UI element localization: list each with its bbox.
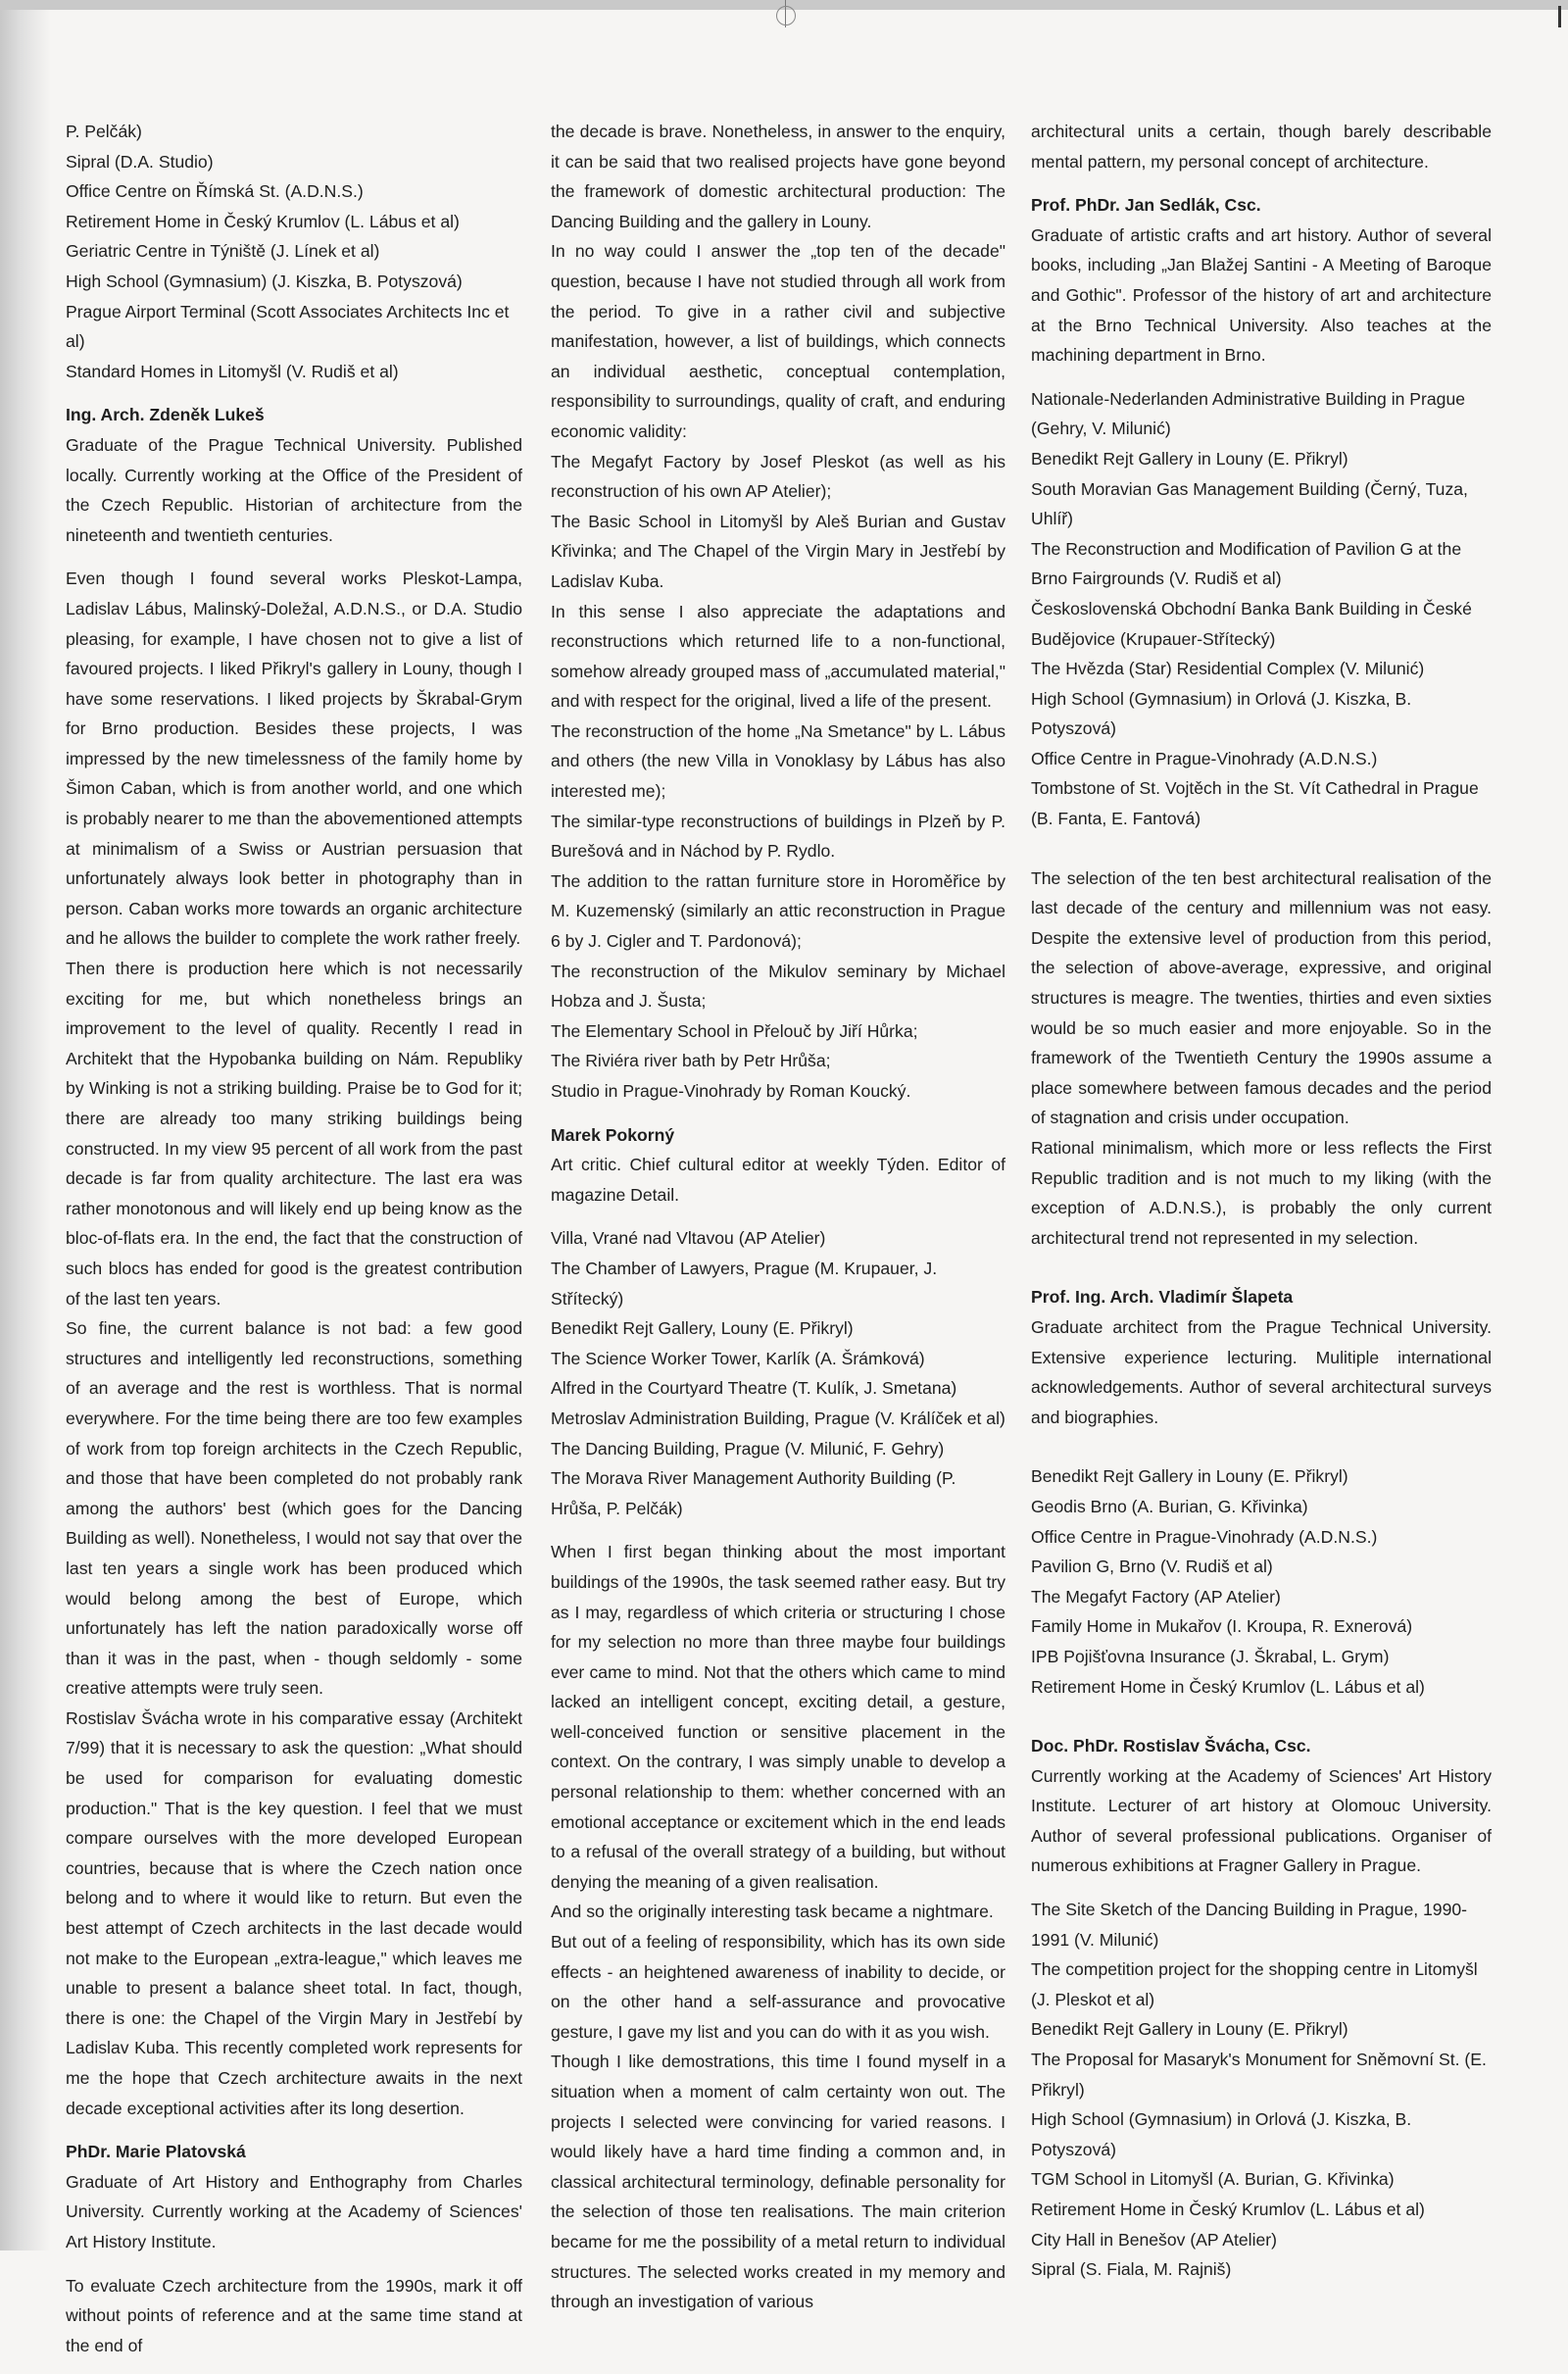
list-item: The Science Worker Tower, Karlík (A. Šrámková) bbox=[551, 1348, 925, 1368]
column-middle bbox=[551, 117, 1005, 2317]
binding-shadow bbox=[0, 0, 51, 2250]
paragraph: Rational minimalism, which more or less reflects the First Republic tradition and is not much to my liking (with the exception of A.D.N.S.), is probably the only current architectural trend not represented in my selection. bbox=[1031, 1138, 1492, 1248]
paragraph: Rostislav Švácha wrote in his comparative essay (Architekt 7/99) that it is necessary to ask the question: „What should be used for comparison for evaluating domestic production." That is the key question. I feel that we must compare ourselves with the more developed European countries, because that is where the Czech nation once belong and to where it would like to return. But even the best attempt of Czech architects in the last decade would not make to the European „extra-league," which leaves me unable to present a balance sheet total. In fact, though, there is one: the Chapel of the Virgin Mary in Jestřebí by Ladislav Kuba. This recently completed work represents for me the hope that Czech architecture awaits in the next decade exceptional activities after its long desertion. bbox=[66, 1707, 522, 2118]
list-item: Retirement Home in Český Krumlov (L. Lábus et al) bbox=[66, 211, 460, 231]
list-item: Tombstone of St. Vojtěch in the St. Vít Cathedral in Prague (B. Fanta, E. Fantová) bbox=[1031, 778, 1479, 829]
registration-mark bbox=[776, 6, 796, 25]
list-item: The Megafyt Factory (AP Atelier) bbox=[1031, 1586, 1281, 1607]
list-item: Alfred in the Courtyard Theatre (T. Kulík, J. Smetana) bbox=[551, 1378, 957, 1399]
list-item: Retirement Home in Český Krumlov (L. Lábus et al) bbox=[1031, 1676, 1425, 1697]
author-bio-platovska: Graduate of Art History and Enthography from Charles University. Currently working at the Academy of Sciences' Art History Institute. bbox=[66, 2171, 522, 2251]
paragraph: When I first began thinking about the most important buildings of the 1990s, the task seemed rather easy. But try as I may, regardless of which criteria or structuring I chose for my selection no more than three maybe four buildings ever came to mind. Not that the others which came to mind lacked an intelligent concept, exciting detail, a gesture, well-conceived function or sensitive placement in the context. On the contrary, I was simply unable to develop a personal relationship to them: whether concerned with an emotional acceptance or excitement which in the end leads to a refusal of the overall strategy of a building, but without denying the meaning of a given realisation. bbox=[551, 1542, 1005, 1892]
list-item: City Hall in Benešov (AP Atelier) bbox=[1031, 2229, 1277, 2250]
list-item: The competition project for the shopping centre in Litomyšl (J. Pleskot et al) bbox=[1031, 1959, 1478, 2009]
list-item: The Morava River Management Authority Building (P. Hrůša, P. Pelčák) bbox=[551, 1468, 956, 1518]
paragraph: Even though I found several works Pleskot-Lampa, Ladislav Lábus, Malinský-Doležal, A.D.N.S., or D.A. Studio pleasing, for example, I have chosen not to give a list of favoured projects. I liked Přikryl's gallery in Louny, though I have some reservations. I liked projects by Škrabal-Grym for Brno production. Besides these projects, I was impressed by the new timelessness of the family home by Šimon Caban, which is from another world, and one which is probably nearer to me than the abovementioned attempts at minimalism of a Swiss or Austrian persuasion that unfortunately always look better in photography than in person. Caban works more towards an organic architecture and he allows the builder to complete the work rather freely. bbox=[66, 569, 522, 949]
svacha-list bbox=[1031, 1895, 1492, 2285]
list-item: Standard Homes in Litomyšl (V. Rudiš et al) bbox=[66, 361, 399, 381]
list-item: TGM School in Litomyšl (A. Burian, G. Křivinka) bbox=[1031, 2169, 1395, 2190]
author-heading-platovska: PhDr. Marie Platovská bbox=[66, 2142, 246, 2162]
author-bio-svacha: Currently working at the Academy of Sciences' Art History Institute. Lecturer of art history at Olomouc University. Author of several professional publications. Organiser of numerous exhibitions at Fragner Gallery in Prague. bbox=[1031, 1765, 1492, 1876]
list-item: The Chamber of Lawyers, Prague (M. Krupauer, J. Střítecký) bbox=[551, 1258, 938, 1309]
author-bio-slapeta: Graduate architect from the Prague Technical University. Extensive experience lecturing. Mulitiple international acknowledgements. Author of several architectural surveys and biographies. bbox=[1031, 1316, 1492, 1427]
paragraph: Though I like demostrations, this time I found myself in a situation when a moment of calm certainty won out. The projects I selected were convincing for varied reasons. I would likely have a hard time finding a common and, in classical architectural terminology, definable personality for the selection of those ten realisations. The main criterion became for me the possibility of a metal return to individual structures. The selected works created in my memory and through an investigation of various bbox=[551, 2052, 1005, 2312]
author-bio-sedlak: Graduate of artistic crafts and art history. Author of several books, including „Jan Blažej Santini - A Meeting of Baroque and Gothic". Professor of the history of art and architecture at the Brno Technical University. Also teaches at the machining department in Brno. bbox=[1031, 224, 1492, 366]
list-item: Geodis Brno (A. Burian, G. Křivinka) bbox=[1031, 1496, 1308, 1516]
paragraph: In this sense I also appreciate the adaptations and reconstructions which returned life to a non-functional, somehow already grouped mass of „accumulated material," and with respect for the original, lived a life of the present. bbox=[551, 601, 1005, 712]
list-item: IPB Pojišťovna Insurance (J. Škrabal, L. Grym) bbox=[1031, 1646, 1390, 1666]
list-item: P. Pelčák) bbox=[66, 122, 142, 141]
list-item: Studio in Prague-Vinohrady by Roman Koucký. bbox=[551, 1081, 911, 1101]
paragraph: architectural units a certain, though barely describable mental pattern, my personal concept of architecture. bbox=[1031, 122, 1492, 172]
list-item: Villa, Vrané nad Vltavou (AP Atelier) bbox=[551, 1228, 826, 1249]
list-item: Nationale-Nederlanden Administrative Building in Prague (Gehry, V. Milunić) bbox=[1031, 388, 1466, 439]
list-item: Benedikt Rejt Gallery in Louny (E. Přikryl) bbox=[1031, 448, 1348, 469]
list-item: Benedikt Rejt Gallery in Louny (E. Přikryl) bbox=[1031, 2019, 1348, 2040]
list-item: Family Home in Mukařov (I. Kroupa, R. Exnerová) bbox=[1031, 1616, 1413, 1637]
list-item: The Reconstruction and Modification of Pavilion G at the Brno Fairgrounds (V. Rudiš et al) bbox=[1031, 538, 1462, 589]
list-item: The Site Sketch of the Dancing Building in Prague, 1990-1991 (V. Milunić) bbox=[1031, 1900, 1468, 1950]
list-item: Československá Obchodní Banka Bank Building in České Budějovice (Krupauer-Střítecký) bbox=[1031, 598, 1472, 649]
list-item: Metroslav Administration Building, Prague (V. Králíček et al) bbox=[551, 1408, 1005, 1428]
pokorny-list bbox=[551, 1223, 1005, 1523]
list-item: Benedikt Rejt Gallery in Louny (E. Přikryl) bbox=[1031, 1466, 1348, 1487]
paragraph: The addition to the rattan furniture store in Horoměřice by M. Kuzemenský (similarly an attic reconstruction in Prague 6 by J. Cigler and T. Pardonová); bbox=[551, 870, 1005, 952]
list-item: Geriatric Centre in Týniště (J. Línek et al) bbox=[66, 241, 380, 262]
paragraph: The reconstruction of the home „Na Smetance" by L. Lábus and others (the new Villa in Vonoklasy by Lábus has also interested me); bbox=[551, 720, 1005, 802]
edge-mark bbox=[1558, 6, 1561, 27]
list-item: The Riviéra river bath by Petr Hrůša; bbox=[551, 1051, 831, 1071]
slapeta-list bbox=[1031, 1461, 1492, 1702]
list-item: Retirement Home in Český Krumlov (L. Lábus et al) bbox=[1031, 2200, 1425, 2219]
list-item: High School (Gymnasium) (J. Kiszka, B. Potyszová) bbox=[66, 271, 463, 291]
author-heading-sedlak: Prof. PhDr. Jan Sedlák, Csc. bbox=[1031, 195, 1261, 216]
list-item: High School (Gymnasium) in Orlová (J. Kiszka, B. Potyszová) bbox=[1031, 2109, 1412, 2159]
list-item: The Elementary School in Přelouč by Jiří Hůrka; bbox=[551, 1020, 918, 1041]
list-item: Sipral (D.A. Studio) bbox=[66, 151, 214, 172]
paragraph: But out of a feeling of responsibility, which has its own side effects - an heightened awareness of inability to decide, or on the other hand a self-assurance and provocative gesture, I gave my list and you can do with it as you wish. bbox=[551, 1932, 1005, 2042]
author-heading-lukes: Ing. Arch. Zdeněk Lukeš bbox=[66, 405, 265, 425]
paragraph: And so the originally interesting task became a nightmare. bbox=[551, 1902, 994, 1922]
list-item: The Hvězda (Star) Residential Complex (V. Milunić) bbox=[1031, 659, 1425, 679]
paragraph: The Basic School in Litomyšl by Aleš Burian and Gustav Křivinka; and The Chapel of the Virgin Mary in Jestřebí by Ladislav Kuba. bbox=[551, 511, 1005, 591]
project-list bbox=[551, 1016, 1005, 1107]
list-item: The Dancing Building, Prague (V. Milunić, F. Gehry) bbox=[551, 1438, 945, 1459]
list-item: South Moravian Gas Management Building (Černý, Tuza, Uhlíř) bbox=[1031, 478, 1468, 529]
list-item: Office Centre in Prague-Vinohrady (A.D.N.S.) bbox=[1031, 748, 1378, 768]
list-item: Prague Airport Terminal (Scott Associates Architects Inc et al) bbox=[66, 301, 510, 352]
list-item: Benedikt Rejt Gallery, Louny (E. Přikryl) bbox=[551, 1318, 854, 1339]
list-item: Sipral (S. Fiala, M. Rajniš) bbox=[1031, 2259, 1232, 2280]
list-item: The Proposal for Masaryk's Monument for Sněmovní St. (E. Přikryl) bbox=[1031, 2050, 1487, 2100]
author-bio-lukes: Graduate of the Prague Technical University. Published locally. Currently working at the Office of the President of the Czech Republic. Historian of architecture from the nineteenth and twentieth centuries. bbox=[66, 434, 522, 545]
sedlak-list bbox=[1031, 384, 1492, 834]
paragraph: The selection of the ten best architectural realisation of the last decade of the century and millennium was not easy. Despite the extensive level of production from this period, the selection of above-average, expressive, and original structures is meagre. The twenties, thirties and even sixties would be so much easier and more enjoyable. So in the framework of the Twentieth Century the 1990s assume a place somewhere between famous decades and the period of stagnation and crisis under occupation. bbox=[1031, 867, 1492, 1128]
author-bio-pokorny: Art critic. Chief cultural editor at weekly Týden. Editor of magazine Detail. bbox=[551, 1155, 1005, 1205]
author-heading-slapeta: Prof. Ing. Arch. Vladimír Šlapeta bbox=[1031, 1287, 1294, 1308]
list-continued bbox=[66, 117, 522, 386]
list-item: Pavilion G, Brno (V. Rudiš et al) bbox=[1031, 1557, 1273, 1577]
author-heading-pokorny: Marek Pokorný bbox=[551, 1124, 675, 1145]
paragraph: Then there is production here which is not necessarily exciting for me, but which nonetheless brings an improvement to the level of quality. Recently I read in Architekt that the Hypobanka building on Nám. Republiky by Winking is not a striking building. Praise be to God for it; there are already too many striking buildings being constructed. In my view 95 percent of all work from the past decade is far from quality architecture. The last era was rather monotonous and will likely end up being know as the bloc-of-flats era. In the end, the fact that the construction of such blocs has ended for good is the greatest contribution of the last ten years. bbox=[66, 959, 522, 1309]
column-left bbox=[66, 117, 522, 2374]
paragraph: The Megafyt Factory by Josef Pleskot (as well as his reconstruction of his own AP Atelier); bbox=[551, 451, 1005, 502]
paragraph: To evaluate Czech architecture from the 1990s, mark it off without points of reference and at the same time stand at the end of bbox=[66, 2275, 522, 2355]
paragraph: The similar-type reconstructions of buildings in Plzeň by P. Burešová and in Náchod by P. Rydlo. bbox=[551, 811, 1005, 862]
list-item: Office Centre on Římská St. (A.D.N.S.) bbox=[66, 181, 364, 202]
paragraph: In no way could I answer the „top ten of the decade" question, because I have not studied through all work from the period. To give in a rather civil and subjective manifestation, however, a list of buildings, which connects an individual aesthetic, conceptual contemplation, responsibility to surroundings, quality of craft, and enduring economic validity: bbox=[551, 241, 1005, 441]
paragraph: So fine, the current balance is not bad: a few good structures and intelligently led reconstructions, something of an average and the rest is worthless. That is normal everywhere. For the time being there are too few examples of work from top foreign architects in the Czech Republic, and those that have been completed do not probably rank among the authors' best (which goes for the Dancing Building as well). Nonetheless, I would not say that over the last ten years a single work has been produced which would belong among the best of Europe, which unfortunately has left the nation paradoxically worse off than it was in the past, when - though seldomly - some creative attempts were truly seen. bbox=[66, 1318, 522, 1699]
list-item: High School (Gymnasium) in Orlová (J. Kiszka, B. Potyszová) bbox=[1031, 688, 1412, 739]
column-right bbox=[1031, 117, 1492, 2299]
list-item: Office Centre in Prague-Vinohrady (A.D.N.S.) bbox=[1031, 1526, 1378, 1547]
paragraph: the decade is brave. Nonetheless, in answer to the enquiry, it can be said that two realised projects have gone beyond the framework of domestic architectural production: The Dancing Building and the gallery in Louny. bbox=[551, 122, 1005, 231]
paragraph: The reconstruction of the Mikulov seminary by Michael Hobza and J. Šusta; bbox=[551, 961, 1005, 1012]
author-heading-svacha: Doc. PhDr. Rostislav Švácha, Csc. bbox=[1031, 1736, 1311, 1756]
